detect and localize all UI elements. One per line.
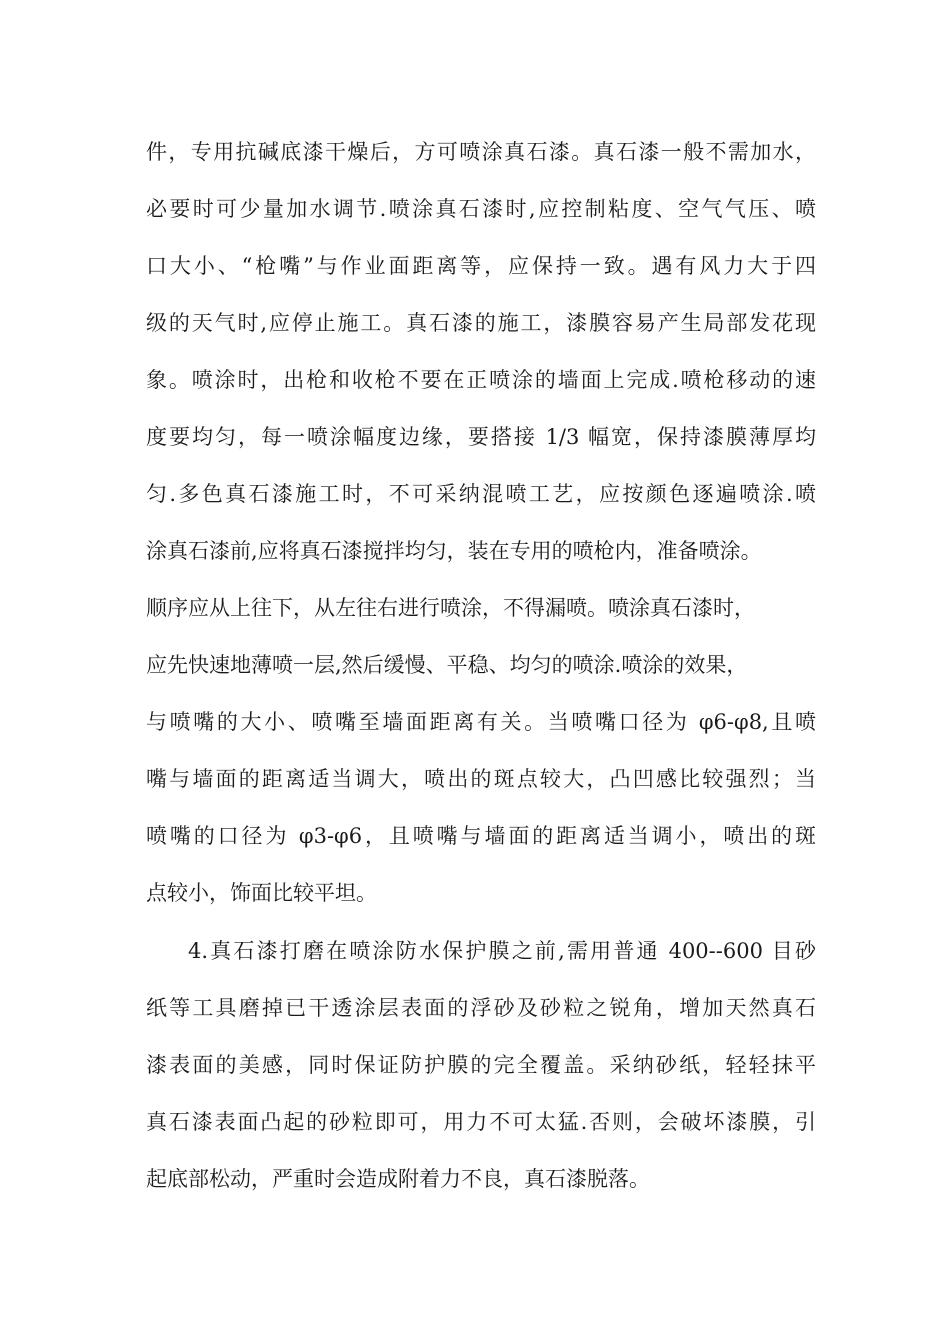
text-line: 度要均匀，每一喷涂幅度边缘，要搭接 1/3 幅宽，保持漆膜薄厚均 <box>146 425 816 449</box>
text-line: 匀.多色真石漆施工时，不可采纳混喷工艺，应按颜色逐遍喷涂.喷 <box>146 482 816 506</box>
text-line: 纸等工具磨掉已干透涂层表面的浮砂及砂粒之锐角，增加天然真石 <box>146 996 816 1020</box>
text-line: 与喷嘴的大小、喷嘴至墙面距离有关。当喷嘴口径为 φ6-φ8,且喷 <box>146 710 816 734</box>
text-line: 件，专用抗碱底漆干燥后，方可喷涂真石漆。真石漆一般不需加水， <box>146 140 816 164</box>
text-line: 真石漆表面凸起的砂粒即可，用力不可太猛.否则，会破坏漆膜，引 <box>146 1110 816 1134</box>
text-line: 起底部松动，严重时会造成附着力不良，真石漆脱落。 <box>146 1167 650 1191</box>
text-line: 级的天气时,应停止施工。真石漆的施工，漆膜容易产生局部发花现 <box>146 311 816 335</box>
text-line: 口大小、“枪嘴”与作业面距离等，应保持一致。遇有风力大于四 <box>146 254 816 278</box>
text-line: 4.真石漆打磨在喷涂防水保护膜之前,需用普通 400--600 目砂 <box>188 939 816 963</box>
text-line: 应先快速地薄喷一层,然后缓慢、平稳、均匀的喷涂.喷涂的效果， <box>146 653 748 677</box>
text-line: 嘴与墙面的距离适当调大，喷出的斑点较大，凸凹感比较强烈；当 <box>146 767 816 791</box>
text-line: 涂真石漆前,应将真石漆搅拌均匀，装在专用的喷枪内，准备喷涂。 <box>146 539 762 563</box>
text-line: 喷嘴的口径为 φ3-φ6，且喷嘴与墙面的距离适当调小，喷出的斑 <box>146 824 816 848</box>
paragraph-sanding-step-4 <box>146 923 816 1208</box>
text-line: 顺序应从上往下，从左往右进行喷涂，不得漏喷。喷涂真石漆时， <box>146 596 755 620</box>
text-line: 点较小，饰面比较平坦。 <box>146 881 377 905</box>
paragraph-spray-application <box>146 124 816 922</box>
text-line: 象。喷涂时，出枪和收枪不要在正喷涂的墙面上完成.喷枪移动的速 <box>146 368 816 392</box>
text-line: 漆表面的美感，同时保证防护膜的完全覆盖。采纳砂纸，轻轻抹平 <box>146 1053 816 1077</box>
text-line: 必要时可少量加水调节.喷涂真石漆时,应控制粘度、空气气压、喷 <box>146 197 816 221</box>
